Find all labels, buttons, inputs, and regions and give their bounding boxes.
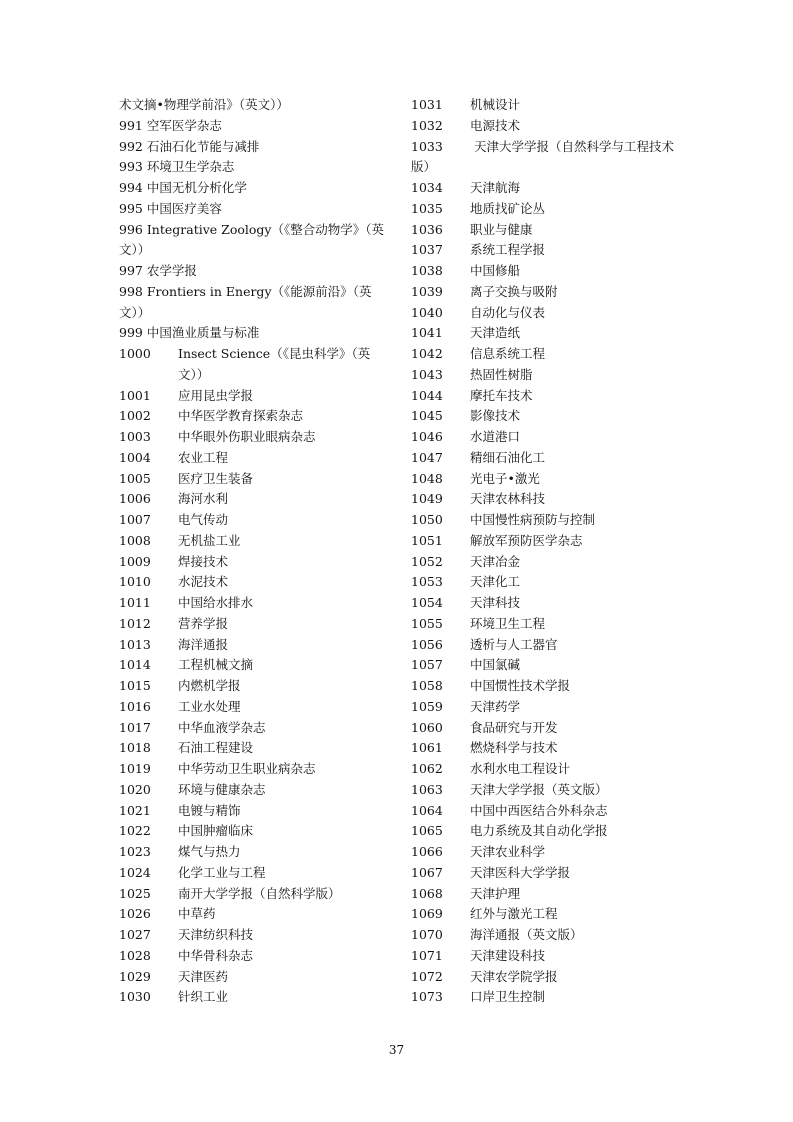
entry-number: 1058: [411, 678, 443, 693]
entry-number: 1040: [411, 304, 443, 320]
journal-entry: [411, 137, 683, 179]
journal-entry: [411, 303, 683, 324]
journal-entry: [119, 572, 391, 593]
journal-entry: [119, 987, 391, 1008]
entry-title: 精细石油化工: [470, 449, 546, 465]
entry-title: 天津护理: [470, 885, 521, 901]
entry-title: 天津化工: [470, 574, 521, 590]
journal-entry: [411, 904, 683, 925]
journal-entry: [119, 95, 391, 116]
journal-entry: [119, 469, 391, 490]
entry-title: 内燃机学报: [178, 678, 241, 693]
journal-entry: [119, 157, 391, 178]
entry-number: 1005: [119, 470, 151, 486]
entry-number: 1023: [119, 844, 151, 859]
entry-title: 中国渔业质量与标准: [146, 325, 260, 341]
journal-entry: [411, 406, 683, 427]
entry-title: 海洋通报（英文版）: [470, 927, 583, 942]
journal-entry: [119, 614, 391, 635]
journal-entry: [119, 718, 391, 739]
entry-number: 1011: [119, 595, 151, 610]
entry-title: 海河水利: [178, 491, 229, 507]
entry-number: 1033: [411, 138, 443, 154]
entry-title: 天津大学学报（自然科学与工程技术版）: [411, 138, 675, 175]
entry-title: 空军医学杂志: [146, 117, 222, 133]
journal-entry: [119, 780, 391, 801]
entry-title: 水利水电工程设计: [470, 761, 571, 776]
entry-number: 1061: [411, 740, 443, 756]
entry-number: 1000: [119, 346, 151, 361]
journal-entry: [119, 635, 391, 656]
journal-entry: [411, 738, 683, 759]
journal-entry: [411, 427, 683, 448]
journal-entry: [119, 178, 391, 199]
entry-title: 中国氯碱: [470, 657, 521, 673]
entry-number: 999: [119, 325, 143, 341]
entry-number: 1012: [119, 615, 151, 631]
entry-number: 1054: [411, 595, 443, 610]
entry-number: 1067: [411, 864, 443, 880]
entry-number: 1042: [411, 346, 443, 361]
entry-number: 1029: [119, 968, 151, 984]
journal-entry: [411, 386, 683, 407]
journal-entry: [411, 178, 683, 199]
entry-title: Frontiers in Energy（《能源前沿》（英文））: [119, 283, 372, 320]
journal-entry: [119, 199, 391, 220]
entry-number: 1030: [119, 989, 151, 1005]
entry-title: 农学学报: [146, 263, 197, 278]
entry-number: 991: [119, 117, 143, 133]
entry-title: 中国给水排水: [178, 595, 254, 610]
entry-number: 1038: [411, 263, 443, 278]
entry-title: 石油石化节能与减排: [146, 138, 260, 154]
entry-number: 995: [119, 200, 143, 216]
entry-title: 应用昆虫学报: [178, 387, 254, 403]
journal-entry: [411, 614, 683, 635]
entry-number: 1024: [119, 864, 151, 880]
entry-title: Integrative Zoology（《整合动物学》（英文））: [119, 221, 384, 258]
entry-title: 天津医药: [178, 968, 229, 984]
journal-entry: [119, 842, 391, 863]
entry-number: 1041: [411, 325, 443, 341]
entry-title: 环境卫生学杂志: [146, 159, 235, 175]
entry-title: 天津航海: [470, 180, 521, 195]
journal-entry: [119, 261, 391, 282]
entry-number: 1015: [119, 678, 151, 693]
entry-title: 天津大学学报（英文版）: [470, 781, 608, 797]
journal-entry: [119, 510, 391, 531]
entry-number: 1055: [411, 615, 443, 631]
journal-entry: [411, 448, 683, 469]
entry-title: 工程机械文摘: [178, 657, 254, 673]
journal-entry: [119, 946, 391, 967]
journal-entry: [411, 635, 683, 656]
entry-title: 中草药: [178, 906, 216, 922]
entry-number: 1007: [119, 512, 151, 527]
entry-title: 南开大学学报（自然科学版）: [178, 885, 341, 901]
entry-title: 自动化与仪表: [470, 304, 546, 320]
journal-entry: [411, 469, 683, 490]
journal-entry: [119, 759, 391, 780]
entry-number: 1025: [119, 885, 151, 901]
journal-entry: [119, 801, 391, 822]
entry-title: 环境卫生工程: [470, 615, 546, 631]
entry-title: 中国肿瘤临床: [178, 823, 254, 839]
entry-number: 993: [119, 159, 143, 175]
entry-number: 1034: [411, 180, 443, 195]
journal-entry: [119, 676, 391, 697]
entry-number: 1019: [119, 761, 151, 776]
journal-entry: [411, 489, 683, 510]
entry-title: 口岸卫生控制: [470, 989, 546, 1005]
journal-entry: [119, 427, 391, 448]
journal-entry: [119, 448, 391, 469]
journal-entry: [411, 676, 683, 697]
entry-title: 中国惯性技术学报: [470, 678, 571, 693]
entry-title: 中国修船: [470, 263, 521, 278]
journal-entry: [411, 842, 683, 863]
entry-number: 1032: [411, 117, 443, 133]
entry-number: 1045: [411, 408, 443, 424]
entry-title: 海洋通报: [178, 636, 229, 652]
entry-title: 针织工业: [178, 989, 229, 1005]
journal-entry: [119, 137, 391, 158]
journal-entry: [411, 967, 683, 988]
journal-entry: [119, 884, 391, 905]
entry-title: 中华骨科杂志: [178, 947, 254, 963]
entry-title: 工业水处理: [178, 698, 241, 714]
entry-number: 1049: [411, 491, 443, 507]
entry-number: 1002: [119, 408, 151, 424]
entry-title: 中国无机分析化学: [146, 180, 247, 195]
journal-entry: [119, 489, 391, 510]
journal-entry: [119, 925, 391, 946]
entry-number: 1062: [411, 761, 443, 776]
entry-title: 天津科技: [470, 595, 521, 610]
entry-title: 中华医学教育探索杂志: [178, 408, 304, 424]
journal-entry: [411, 821, 683, 842]
journal-entry: [411, 365, 683, 386]
journal-entry: [119, 738, 391, 759]
journal-entry: [119, 282, 391, 324]
entry-number: 1064: [411, 802, 443, 818]
entry-number: 996: [119, 221, 143, 237]
entry-title: 光电子•激光: [470, 470, 540, 486]
journal-entry: [411, 946, 683, 967]
entry-number: 1031: [411, 97, 443, 112]
entry-title: 热固性树脂: [470, 366, 533, 382]
entry-number: 998: [119, 283, 143, 299]
entry-title: 中华眼外伤职业眼病杂志: [178, 429, 316, 444]
entry-title: 天津造纸: [470, 325, 521, 341]
entry-number: 1009: [119, 553, 151, 569]
entry-number: 1043: [411, 366, 443, 382]
entry-number: 1004: [119, 449, 151, 465]
entry-number: 1046: [411, 429, 443, 444]
entry-title: 天津药学: [470, 698, 521, 714]
journal-entry: [411, 801, 683, 822]
page-number: 37: [388, 1043, 405, 1057]
entry-number: 1003: [119, 429, 151, 444]
entry-number: 1053: [411, 574, 443, 590]
journal-entry: [119, 593, 391, 614]
entry-title: 红外与激光工程: [470, 906, 558, 922]
entry-number: 1022: [119, 823, 151, 839]
journal-entry: [119, 863, 391, 884]
entry-title: 燃烧科学与技术: [470, 740, 558, 756]
entry-number: 1010: [119, 574, 151, 590]
entry-title: 机械设计: [470, 97, 521, 112]
entry-title: 中华劳动卫生职业病杂志: [178, 761, 316, 776]
entry-title: 术文摘•物理学前沿》（英文））: [119, 97, 289, 112]
journal-entry: [119, 967, 391, 988]
entry-title: 农业工程: [178, 449, 229, 465]
entry-title: 食品研究与开发: [470, 719, 558, 735]
entry-title: 化学工业与工程: [178, 864, 266, 880]
entry-number: 1063: [411, 781, 443, 797]
entry-number: 1071: [411, 947, 443, 963]
entry-number: 1068: [411, 885, 443, 901]
entry-number: 1027: [119, 927, 151, 942]
entry-number: 1069: [411, 906, 443, 922]
entry-number: 1035: [411, 200, 443, 216]
entry-title: 无机盐工业: [178, 532, 241, 548]
journal-entry: [411, 697, 683, 718]
entry-title: 电气传动: [178, 512, 229, 527]
entry-number: 1014: [119, 657, 151, 673]
entry-number: 1013: [119, 636, 151, 652]
journal-entry: [119, 904, 391, 925]
entry-title: 地质找矿论丛: [470, 200, 546, 216]
entry-title: 天津农学院学报: [470, 968, 558, 984]
entry-title: 透析与人工器官: [470, 636, 558, 652]
entry-title: 水泥技术: [178, 574, 229, 590]
entry-number: 1059: [411, 698, 443, 714]
right-column: [411, 95, 683, 1008]
entry-number: 1052: [411, 553, 443, 569]
entry-number: 1065: [411, 823, 443, 839]
entry-title: 电镀与精饰: [178, 802, 241, 818]
entry-number: 1048: [411, 470, 443, 486]
entry-number: 1020: [119, 781, 151, 797]
journal-entry: [119, 220, 391, 262]
journal-entry: [411, 718, 683, 739]
journal-entry: [119, 697, 391, 718]
entry-title: 电力系统及其自动化学报: [470, 823, 608, 839]
journal-entry: [119, 344, 391, 386]
entry-number: 1016: [119, 698, 151, 714]
journal-entry: [411, 759, 683, 780]
entry-number: 1026: [119, 906, 151, 922]
journal-entry: [119, 386, 391, 407]
entry-title: 环境与健康杂志: [178, 781, 266, 797]
journal-entry: [411, 220, 683, 241]
entry-number: 1018: [119, 740, 151, 756]
journal-entry: [119, 552, 391, 573]
journal-entry: [119, 821, 391, 842]
entry-number: 1001: [119, 387, 151, 403]
entry-number: 1037: [411, 242, 443, 258]
entry-title: 营养学报: [178, 615, 229, 631]
entry-number: 992: [119, 138, 143, 154]
entry-title: 焊接技术: [178, 553, 229, 569]
journal-entry: [411, 987, 683, 1008]
entry-number: 1008: [119, 532, 151, 548]
entry-number: 1051: [411, 532, 443, 548]
entry-title: 解放军预防医学杂志: [470, 532, 583, 548]
journal-entry: [411, 199, 683, 220]
journal-entry: [411, 510, 683, 531]
entry-number: 1056: [411, 636, 443, 652]
entry-title: 职业与健康: [470, 221, 533, 237]
entry-title: 系统工程学报: [470, 242, 546, 258]
journal-entry: [411, 655, 683, 676]
journal-entry: [411, 780, 683, 801]
entry-title: 天津冶金: [470, 553, 521, 569]
entry-number: 1072: [411, 968, 443, 984]
left-column: [119, 95, 391, 1008]
entry-title: 电源技术: [470, 117, 521, 133]
entry-title: 影像技术: [470, 408, 521, 424]
journal-entry: [119, 406, 391, 427]
journal-entry: [411, 925, 683, 946]
entry-number: 1036: [411, 221, 443, 237]
entry-title: 水道港口: [470, 429, 521, 444]
entry-number: 1044: [411, 387, 443, 403]
entry-title: 离子交换与吸附: [470, 283, 558, 299]
entry-number: 1060: [411, 719, 443, 735]
journal-entry: [411, 240, 683, 261]
journal-entry: [411, 282, 683, 303]
journal-entry: [119, 323, 391, 344]
entry-title: 中华血液学杂志: [178, 719, 266, 735]
journal-entry: [119, 531, 391, 552]
journal-entry: [411, 552, 683, 573]
entry-title: 中国医疗美容: [146, 200, 222, 216]
entry-number: 1073: [411, 989, 443, 1005]
entry-number: 997: [119, 263, 143, 278]
entry-title: 天津农业科学: [470, 844, 546, 859]
journal-entry: [411, 344, 683, 365]
entry-number: 994: [119, 180, 143, 195]
entry-number: 1017: [119, 719, 151, 735]
entry-title: 摩托车技术: [470, 387, 533, 403]
entry-number: 1028: [119, 947, 151, 963]
entry-number: 1047: [411, 449, 443, 465]
entry-number: 1070: [411, 927, 443, 942]
entry-title: 信息系统工程: [470, 346, 546, 361]
journal-entry: [411, 863, 683, 884]
entry-number: 1066: [411, 844, 443, 859]
entry-title: 中国慢性病预防与控制: [470, 512, 596, 527]
entry-number: 1006: [119, 491, 151, 507]
entry-title: 天津纺织科技: [178, 927, 254, 942]
entry-title: 天津建设科技: [470, 947, 546, 963]
journal-entry: [411, 261, 683, 282]
entry-number: 1039: [411, 283, 443, 299]
entry-title: 石油工程建设: [178, 740, 254, 756]
entry-title: Insect Science（《昆虫科学》（英文））: [178, 346, 371, 382]
journal-entry: [119, 655, 391, 676]
entry-number: 1021: [119, 802, 151, 818]
journal-entry: [411, 884, 683, 905]
entry-title: 天津农林科技: [470, 491, 546, 507]
entry-title: 天津医科大学学报: [470, 864, 571, 880]
journal-entry: [411, 323, 683, 344]
entry-title: 医疗卫生装备: [178, 470, 254, 486]
journal-entry: [411, 95, 683, 116]
entry-number: 1057: [411, 657, 443, 673]
journal-entry: [411, 531, 683, 552]
entry-number: 1050: [411, 512, 443, 527]
journal-entry: [119, 116, 391, 137]
entry-title: 中国中西医结合外科杂志: [470, 802, 608, 818]
journal-entry: [411, 116, 683, 137]
journal-entry: [411, 593, 683, 614]
journal-entry: [411, 572, 683, 593]
entry-title: 煤气与热力: [178, 844, 241, 859]
